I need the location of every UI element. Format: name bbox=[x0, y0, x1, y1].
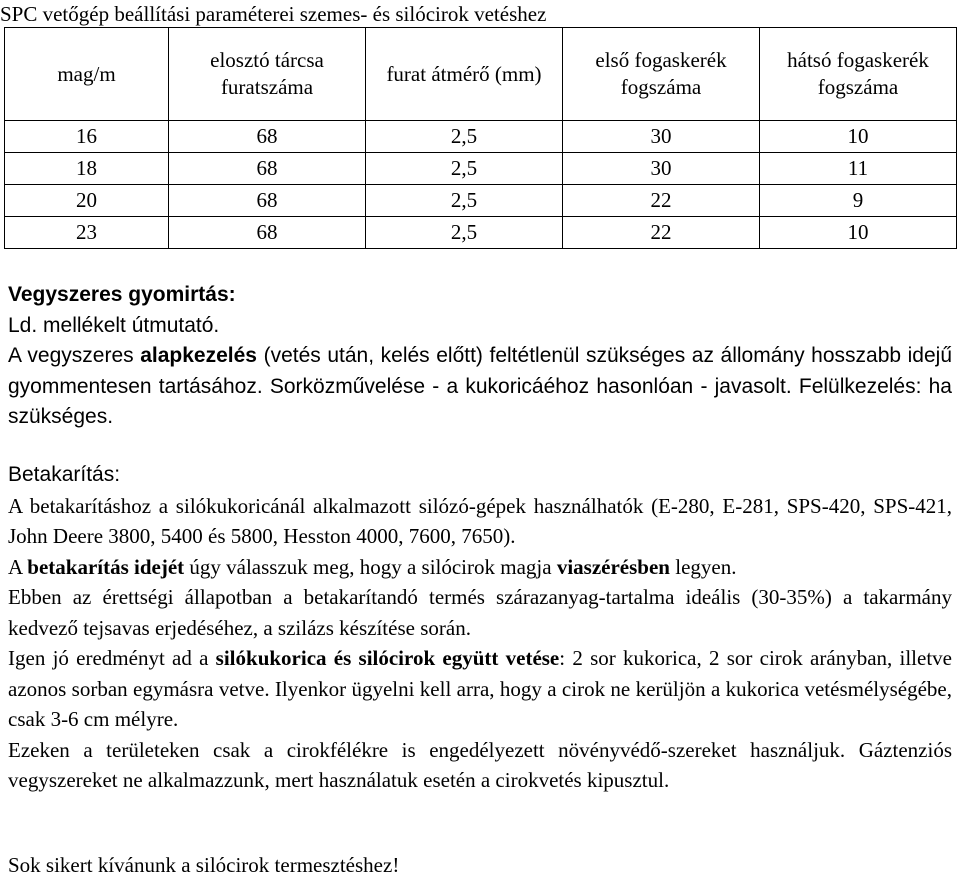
table-cell: 23 bbox=[5, 217, 169, 249]
table-cell: 30 bbox=[563, 121, 760, 153]
harvest-heading: Betakarítás: bbox=[8, 463, 121, 486]
column-header: első fogaskerék fogszáma bbox=[563, 28, 760, 121]
seeder-settings-table bbox=[4, 27, 957, 249]
herbicide-reference: Ld. mellékelt útmutató. bbox=[8, 313, 220, 337]
table-cell: 22 bbox=[563, 185, 760, 217]
table-cell: 11 bbox=[760, 153, 957, 185]
table-cell: 20 bbox=[5, 185, 169, 217]
harvest-section bbox=[8, 460, 952, 796]
harvest-timing-paragraph: A betakarítás idejét úgy válasszuk meg, hogy a silócirok magja viaszérésben legyen. bbox=[8, 554, 737, 579]
table-cell: 16 bbox=[5, 121, 169, 153]
table-cell: 2,5 bbox=[366, 121, 563, 153]
column-header: furat átmérő (mm) bbox=[366, 28, 563, 121]
document-title: SPC vetőgép beállítási paraméterei szemes- és silócirok vetéshez bbox=[0, 2, 547, 26]
table-cell: 10 bbox=[760, 217, 957, 249]
table-cell: 18 bbox=[5, 153, 169, 185]
table-row bbox=[5, 217, 957, 249]
column-header: hátsó fogaskerék fogszáma bbox=[760, 28, 957, 121]
table-cell: 2,5 bbox=[366, 185, 563, 217]
herbicide-section bbox=[8, 280, 952, 433]
harvest-maturity-paragraph: Ebben az érettségi állapotban a betakarítandó termés szárazanyag-tartalma ideális (30-35%) a takarmány kedvező tejsavas erjedéséhez, a szilázs készítése során. bbox=[8, 585, 952, 640]
herbicide-paragraph: A vegyszeres alapkezelés (vetés után, kelés előtt) feltétlenül szükséges az állomány hosszabb idejű gyommentesen tartásához. Sorközművelése - a kukoricáéhoz hasonlóan - javasolt. Felülkezelés: ha szükséges. bbox=[8, 344, 953, 428]
plant-protection-paragraph: Ezeken a területeken csak a cirokfélékre is engedélyezett növényvédő-szereket használjuk. Gáztenziós vegyszereket ne alkalmazzunk, mert használatuk esetén a cirokvetés kipusztul. bbox=[8, 737, 952, 792]
table-cell: 68 bbox=[169, 217, 366, 249]
table-cell: 68 bbox=[169, 185, 366, 217]
table-header-row bbox=[5, 28, 957, 121]
joint-sowing-paragraph: Igen jó eredményt ad a silókukorica és silócirok együtt vetése: 2 sor kukorica, 2 sor cirok arányban, illetve azonos sorban egymásra vetve. Ilyenkor ügyelni kell arra, hogy a cirok ne kerüljön a kukorica vetésmélységébe, csak 3-6 cm mélyre. bbox=[8, 646, 952, 731]
table-row bbox=[5, 185, 957, 217]
table-cell: 22 bbox=[563, 217, 760, 249]
table-cell: 10 bbox=[760, 121, 957, 153]
table-cell: 9 bbox=[760, 185, 957, 217]
table-row bbox=[5, 121, 957, 153]
harvest-machines-paragraph: A betakarításhoz a silókukoricánál alkalmazott silózó-gépek használhatók (E-280, E-281, SPS-420, SPS-421, John Deere 3800, 5400 és 5800, Hesston 4000, 7600, 7650). bbox=[8, 493, 952, 548]
table-cell: 30 bbox=[563, 153, 760, 185]
herbicide-heading: Vegyszeres gyomirtás: bbox=[8, 283, 236, 306]
column-header: mag/m bbox=[5, 28, 169, 121]
table-cell: 2,5 bbox=[366, 217, 563, 249]
table-row bbox=[5, 153, 957, 185]
table-cell: 2,5 bbox=[366, 153, 563, 185]
table-cell: 68 bbox=[169, 121, 366, 153]
column-header: elosztó tárcsa furatszáma bbox=[169, 28, 366, 121]
table-cell: 68 bbox=[169, 153, 366, 185]
closing-line: Sok sikert kívánunk a silócirok termesztéshez! bbox=[8, 853, 400, 877]
